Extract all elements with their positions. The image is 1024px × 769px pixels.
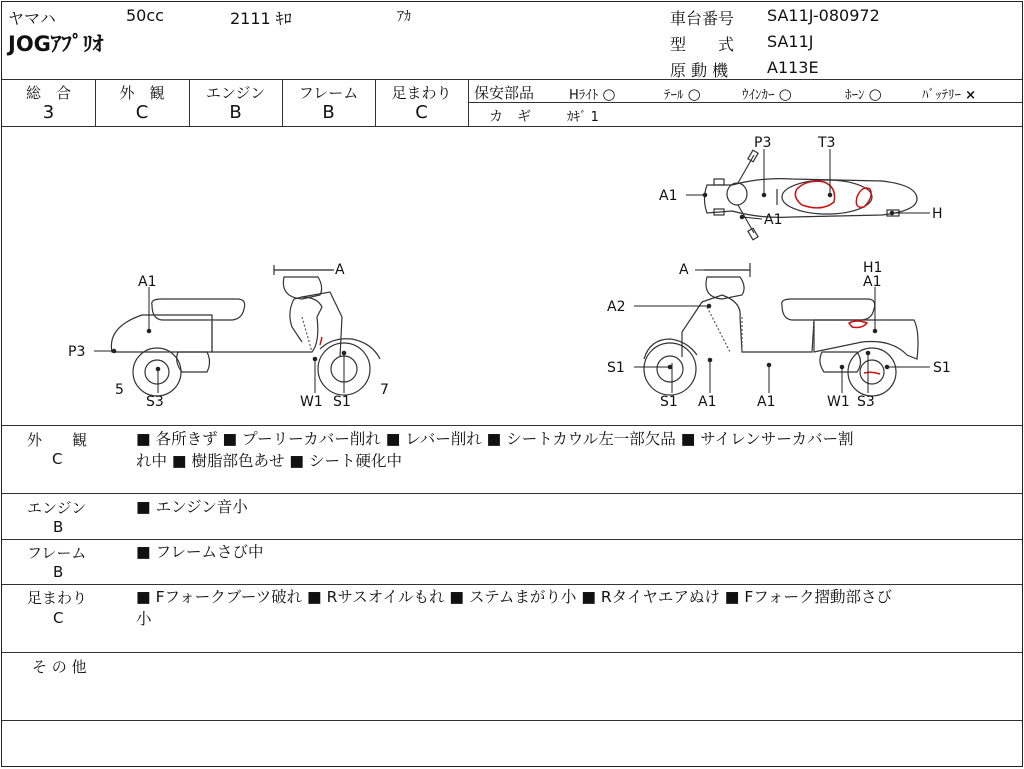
section-text-exterior-line1: ■ 各所きず ■ プーリーカバー削れ ■ レバー削れ ■ シートカウル左一部欠品 ■ サイレンサーカバー割	[136, 430, 854, 448]
label-right-a1-b2: A1	[757, 394, 776, 410]
label-left-s3: S3	[146, 394, 164, 410]
grade-exterior: C	[135, 102, 149, 123]
label-left-5: 5	[115, 382, 124, 398]
label-right-s1-right: S1	[933, 360, 951, 376]
section-text-frame: ■ フレームさび中	[136, 543, 264, 561]
label-right-a: A	[679, 262, 689, 278]
section-text-exterior-line2: れ中 ■ 樹脂部色あせ ■ シート硬化中	[136, 452, 402, 470]
divider	[2, 652, 1022, 653]
scooter-diagram	[2, 127, 1022, 425]
label-left-s1: S1	[333, 394, 351, 410]
top-view-scooter	[705, 150, 918, 240]
engine-label: 原 動 機	[670, 61, 729, 80]
label-top-p3: P3	[754, 135, 772, 151]
label-top-a1-left: A1	[659, 188, 678, 204]
divider	[2, 79, 1022, 80]
divider	[2, 539, 1022, 540]
label-top-h: H	[932, 206, 943, 222]
grade-label-exterior: 外 観	[119, 84, 165, 102]
key-value: ｶｷﾞ 1	[567, 110, 599, 125]
grade-label-overall: 総 合	[25, 84, 71, 102]
mileage: 2111 ｷﾛ	[230, 9, 292, 28]
key-label: カ ギ	[489, 109, 531, 125]
safety-label: 保安部品	[474, 84, 535, 102]
damage-marks	[320, 181, 883, 374]
safety-item-horn: ﾎｰﾝ ○	[845, 85, 882, 103]
frame-no: SA11J-080972	[767, 6, 880, 25]
label-right-s1-bottom: S1	[660, 394, 678, 410]
label-right-h1: H1	[863, 260, 883, 276]
grade-label-frame: フレーム	[298, 84, 359, 102]
section-grade-exterior: C	[52, 450, 63, 468]
grade-suspension: C	[415, 102, 428, 123]
model-name: JOGｱﾌﾟﾘｵ	[8, 32, 104, 56]
section-grade-engine: B	[53, 518, 64, 536]
label-left-w1: W1	[300, 394, 323, 410]
section-grade-suspension: C	[53, 609, 64, 627]
section-label-other: そ の 他	[32, 658, 87, 676]
grade-engine: B	[229, 102, 242, 123]
divider	[2, 720, 1022, 721]
grade-label-suspension: 足まわり	[391, 84, 452, 102]
grade-frame: B	[322, 102, 335, 123]
label-right-w1: W1	[827, 394, 850, 410]
section-label-engine: エンジン	[27, 499, 87, 517]
divider	[2, 493, 1022, 494]
section-text-suspension-line2: 小	[136, 610, 152, 628]
section-grade-frame: B	[53, 563, 64, 581]
safety-item-tail: ﾃｰﾙ ○	[664, 85, 701, 103]
label-left-7: 7	[380, 382, 389, 398]
label-right-s1-left: S1	[607, 360, 625, 376]
safety-item-winker: ｳｲﾝｶｰ ○	[742, 85, 792, 103]
label-right-s3: S3	[857, 394, 875, 410]
safety-item-battery: ﾊﾞｯﾃﾘｰ ×	[922, 88, 977, 103]
label-right-a1-b1: A1	[698, 394, 717, 410]
label-right-a2: A2	[607, 299, 626, 315]
maker: ヤマハ	[8, 9, 56, 28]
section-text-suspension-line1: ■ Fフォークブーツ破れ ■ Rサスオイルもれ ■ ステムまがり小 ■ Rタイヤエアぬけ ■ Fフォーク摺動部さび	[136, 588, 893, 606]
type-label: 型 式	[670, 35, 735, 54]
label-left-p3: P3	[68, 344, 86, 360]
label-left-a1: A1	[138, 274, 157, 290]
divider	[2, 425, 1022, 426]
section-text-engine: ■ エンジン音小	[136, 498, 248, 516]
frame-no-label: 車台番号	[670, 9, 735, 28]
color: ｱｶ	[397, 9, 411, 25]
grade-overall: 3	[42, 102, 55, 123]
engine-value: A113E	[767, 58, 819, 77]
section-label-frame: フレーム	[27, 544, 87, 562]
grade-label-engine: エンジン	[205, 84, 266, 102]
divider	[2, 584, 1022, 585]
inspection-sheet	[1, 1, 1023, 767]
type-value: SA11J	[767, 32, 814, 51]
label-top-t3: T3	[818, 135, 836, 151]
section-label-exterior: 外 観	[27, 431, 88, 449]
section-label-suspension: 足まわり	[27, 589, 88, 607]
safety-item-headlight: Hﾗｲﾄ ○	[569, 85, 616, 103]
label-top-a1-bottom: A1	[764, 212, 783, 228]
label-left-a: A	[335, 262, 345, 278]
label-right-a1-top: A1	[863, 274, 882, 290]
displacement: 50cc	[126, 6, 164, 25]
